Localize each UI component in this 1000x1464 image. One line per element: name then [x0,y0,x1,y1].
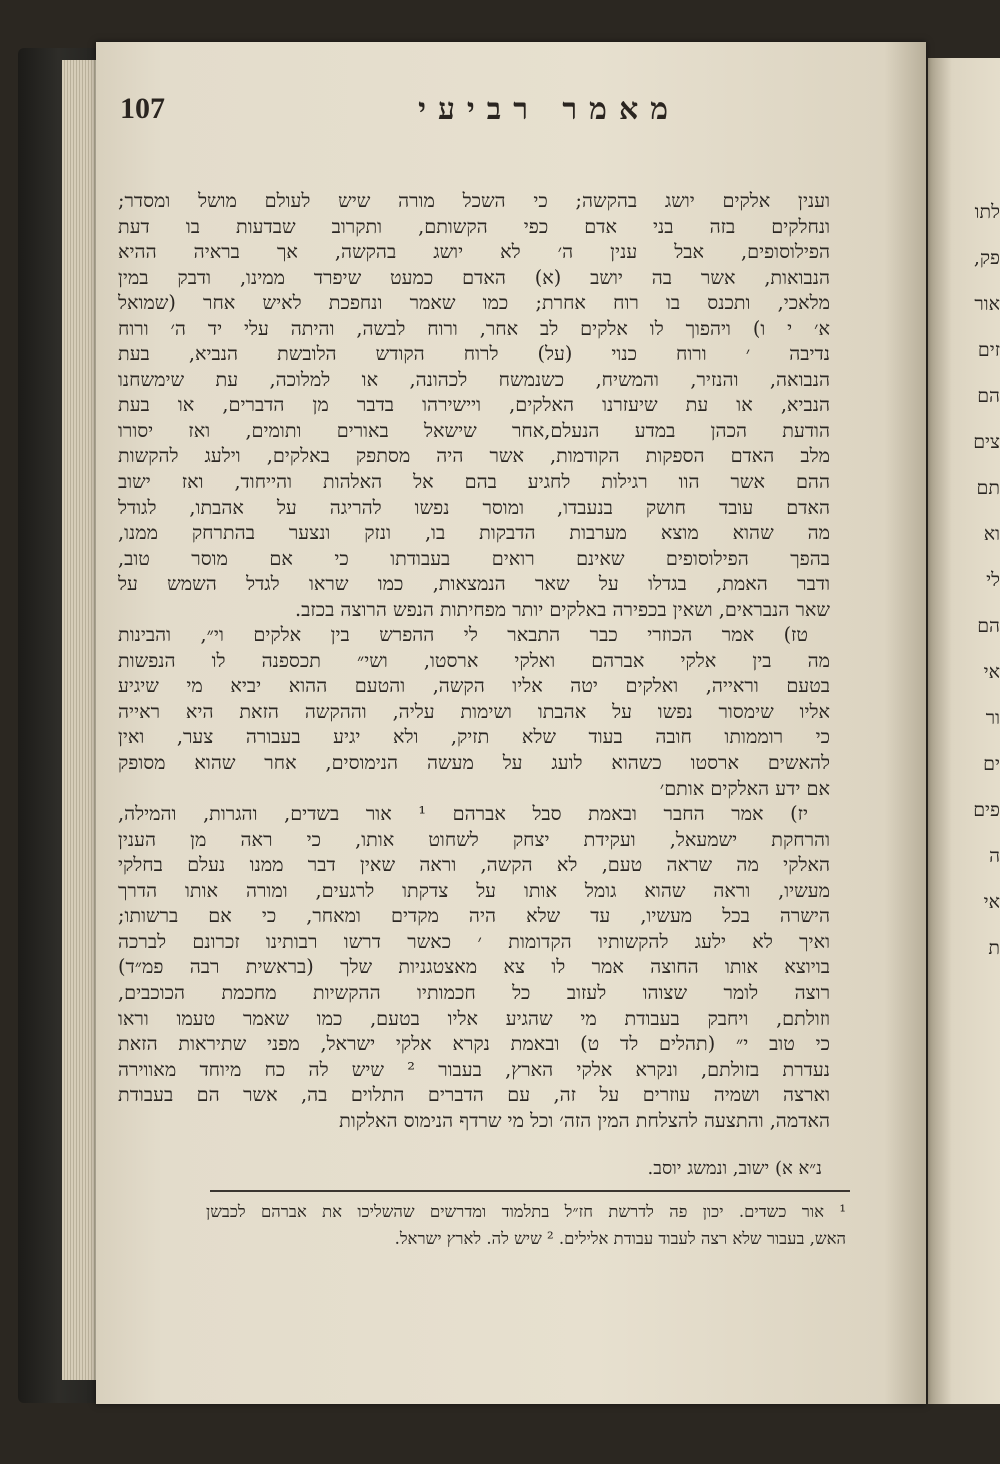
text-line: ונחלקים בזה בני אדם כפי הקשותם, ותקרוב שבדעות בו דעת [118,214,830,238]
text-line: בהפך הפילוסופים שאינם רואים בעבודתו כי אם מוסר טוב, [118,546,830,570]
text-line: האדם עובד חושק בנעבדו, ומוסר נפשו להריגה על אהבתו, לגודל [118,495,830,519]
text-line: אם ידע האלקים אותם׳ [659,776,830,800]
text-line: מה בין אלקי אברהם ואלקי ארסטו, ושי״ תכספנה לו הנפשות [118,648,830,672]
text-line: הנבואות, אשר בה יושב (א) האדם כמעט שיפרד ממינו, ודבק במין [118,265,830,289]
text-line: נדיבה ׳ ורוח כנוי (על) לרוח הקודש הלובשת הנביא, בעת [118,342,830,366]
text-line: אליו שימסור נפשו על אהבתו ושימות עליה, וההקשה הזאת היא ראייה [118,699,830,723]
footnote-rule [210,1190,850,1192]
text-line: וארצה ושמיה עוזרים על זה, עם הדברים התלוים בה, אשר הם בעבודת [118,1083,830,1107]
text-line: מלב האדם הספקות הקודמות, אשר היה מסתפק באלקים, וילעג להקשות [118,444,830,468]
facing-page-text-fragment: אי [983,891,1000,913]
footnote-line: ¹ אור כשדים. יכון פה לדרשת חז״ל בתלמוד ומדרשים שהשליכו את אברהם לכבשן [206,1202,846,1221]
footnote-line: האש, בעבור שלא רצה לעבוד עבודת אלילים. ² שיש לה. לארץ ישראל. [394,1229,846,1248]
running-title: מאמר רביעי [418,92,680,127]
text-line: הנבואה, והנזיר, והמשיח, כשנמשח לכהונה, או למלוכה, עת שימשחנו [118,367,830,391]
text-line: רוצה לומר שצוהו לעזוב כל חכמותיו ההקשיות מחכמת הכוכבים, [118,980,830,1004]
page-header [120,92,680,152]
footnotes [206,1198,846,1252]
facing-page-text-fragment: הם [977,385,1000,407]
text-line: מעשיו, וראה שהוא גומל אותו על צדקתו לרגעים, ומורה אותו הדרך [118,878,830,902]
facing-page-text-fragment: ים [983,753,1000,775]
facing-page-text-fragment: הם [977,615,1000,637]
text-line: בויוצא אותו החוצה אמר לו צא מאצטגניות שלך (בראשית רבה פמ״ד) [118,955,830,979]
main-text [118,188,830,1133]
facing-page-text-fragment: פק, [973,247,1000,269]
text-line: ודבר האמת, בגדלו על שאר הנמצאות, כמו שראו לגדל השמש על [118,572,830,596]
text-line: הישרה בכל מעשיו, עד שלא היה מקדים ומאחר, כי אם ברשותו; [118,904,830,928]
facing-page-text-fragment: לתו [974,201,1000,223]
text-line: וזולתם, ויחבק בעבודת מי שהגיע אליו בטעם, כמו שאמר טעמו וראו [118,1006,830,1030]
text-line: מלאכי, ותכנס בו רוח אחרת; כמו שאמר ונחפכת לאיש אחר (שמואל [118,291,830,315]
text-line: שאר הנבראים, ושאין בכפירה באלקים יותר מפחיתות הנפש הרוצה בכזב. [295,597,830,621]
text-line: מה שהוא מוצא מערבות הדבקות בו, ונזק ונצער בהתרחק ממנו, [118,521,830,545]
text-line: כי רוממותו חובה בעוד שלא תזיק, ולא יגיע בעבורה צער, ואין [118,725,830,749]
text-line: ואיך לא ילעג להקשותיו הקדומות ׳ כאשר דרשו רבותינו זכרונם לברכה [118,929,830,953]
text-line: הודעת הכהן במדע הנעלם,אחר שישאל באורים ותומים, ואז יסורו [118,418,830,442]
text-line: טז) אמר הכוזרי כבר התבאר לי ההפרש בין אלקים וי״, והבינות [118,623,808,647]
paragraph-17 [118,801,830,1133]
facing-page-edge [928,58,1000,1404]
page-number: 107 [120,92,165,125]
facing-page-text-fragment: תם [976,477,1000,499]
text-line: האלקי מה שראה טעם, לא הקשה, וראה שאין דבר ממנו נעלם בחלקי [118,853,830,877]
facing-page-text-fragment: ה [989,845,1000,867]
text-line: א׳ י ו) ויהפוך לו אלקים לב אחר, ורוח לבשה, והיתה עלי יד ה׳ ורוח [118,316,830,340]
text-line: נעדרת בזולתם, ונקרא אלקי הארץ, בעבור ² שיש לה כח מיוחד מאווירה [118,1057,830,1081]
facing-page-text-fragment: ור [985,707,1000,729]
facing-page-text-fragment: אי [983,661,1000,683]
text-line: יז) אמר החבר ובאמת סבל אברהם ¹ אור בשדים, והגרות, והמילה, [118,802,808,826]
paragraph-continuation [118,188,830,622]
text-line: להאשים ארסטו כשהוא לועג על מעשה הנימוסים, אחר שהוא מסופק [118,751,830,775]
facing-page-text-fragment: לי [986,569,1000,591]
text-line: הפילוסופים, אבל ענין ה׳ לא יושג בהקשה, אך בראיה ההיא [118,240,830,264]
text-line: האדמה, והתצעה להצלחת המין הזה׳ וכל מי שרדף הנימוס האלקות [339,1108,830,1132]
variant-reading-note: נ״א א) ישוב, ונמשג יוסב. [647,1158,822,1179]
facing-page-text-fragment: זים [977,339,1000,361]
facing-page-text-fragment: ת [988,937,1000,959]
facing-page-text-fragment: פים [973,799,1000,821]
text-line: בטעם וראייה, ואלקים יטה אליו הקשה, והטעם ההוא יביא מי שיגיע [118,674,830,698]
facing-page-text-fragment: אור [974,293,1000,315]
text-line: והרחקת ישמעאל, ועקידת יצחק לשחוט אותו, כי ראה מן הענין [118,827,830,851]
text-line: ההם אשר הוו רגילות לחגיע בהם אל האלהות והייחוד, ואז ישוב [118,470,830,494]
facing-page-text-fragment: וא [983,523,1000,545]
facing-page-text-fragment: צים [973,431,1000,453]
text-line: וענין אלקים יושג בהקשה; כי השכל מורה שיש לעולם מושל ומסדר; [118,189,830,212]
paragraph-16 [118,622,830,801]
text-line: כי טוב י״ (תהלים לד ט) ובאמת נקרא אלקי ישראל, מפני שתיראות הזאת [118,1032,830,1056]
text-line: הנביא, או עת שיעזרנו האלקים, ויישירהו בדבר מן הדברים, או בעת [118,393,830,417]
